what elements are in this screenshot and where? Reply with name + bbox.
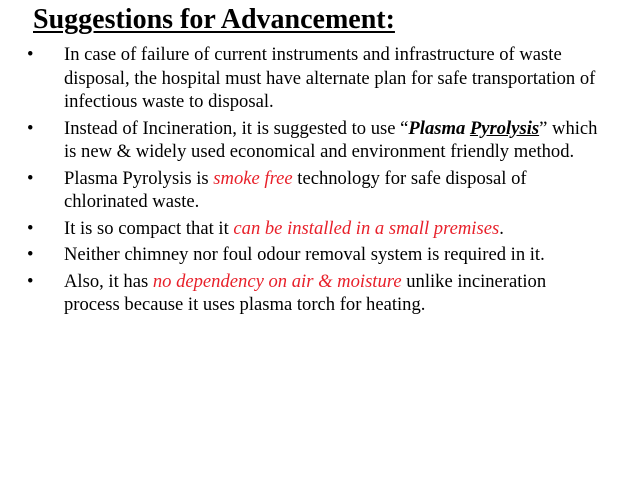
bullet-text: Also, it has xyxy=(64,270,153,292)
bullet-icon: • xyxy=(27,217,34,239)
bullet-text: Neither chimney nor foul odour removal system is required in it. xyxy=(64,244,545,265)
bullet-icon: • xyxy=(27,44,34,65)
bullet-text-continued: ” which is new & widely used economical and environment friendly method. xyxy=(64,117,598,162)
bullet-text: Instead of Incineration, it is suggested to use “ xyxy=(64,117,409,139)
bullet-text-continued: unlike incineration process because it uses plasma torch for heating. xyxy=(64,270,547,315)
bullet-item-plasma-pyrolysis-suggestion xyxy=(27,117,602,164)
emphasis-pyrolysis: Pyrolysis xyxy=(469,117,540,139)
highlight-smoke-free: smoke free xyxy=(213,167,293,189)
highlight-no-dependency: no dependency on air & moisture xyxy=(152,270,402,292)
slide-title: Suggestions for Advancement: xyxy=(33,4,395,35)
bullet-item-alternate-plan xyxy=(27,43,602,114)
bullet-item-no-dependency xyxy=(27,270,602,317)
bullet-icon: • xyxy=(27,270,34,292)
bullet-list xyxy=(27,43,602,320)
emphasis-plasma: Plasma xyxy=(408,117,466,139)
bullet-item-smoke-free xyxy=(27,167,602,214)
bullet-icon: • xyxy=(27,117,34,139)
bullet-item-no-chimney xyxy=(27,243,602,267)
bullet-text: Plasma Pyrolysis is xyxy=(64,167,214,189)
bullet-icon: • xyxy=(27,244,34,265)
bullet-text: In case of failure of current instruments and infrastructure of waste disposal, the hospital must have alternate plan for safe transportation of infectious waste to disposal. xyxy=(64,44,596,112)
bullet-item-compact xyxy=(27,217,602,241)
bullet-text-continued: . xyxy=(499,217,504,239)
bullet-icon: • xyxy=(27,167,34,189)
bullet-text-continued: technology for safe disposal of chlorinated waste. xyxy=(64,167,527,212)
highlight-small-premises: can be installed in a small premises xyxy=(233,217,500,239)
bullet-text: It is so compact that it xyxy=(64,217,234,239)
